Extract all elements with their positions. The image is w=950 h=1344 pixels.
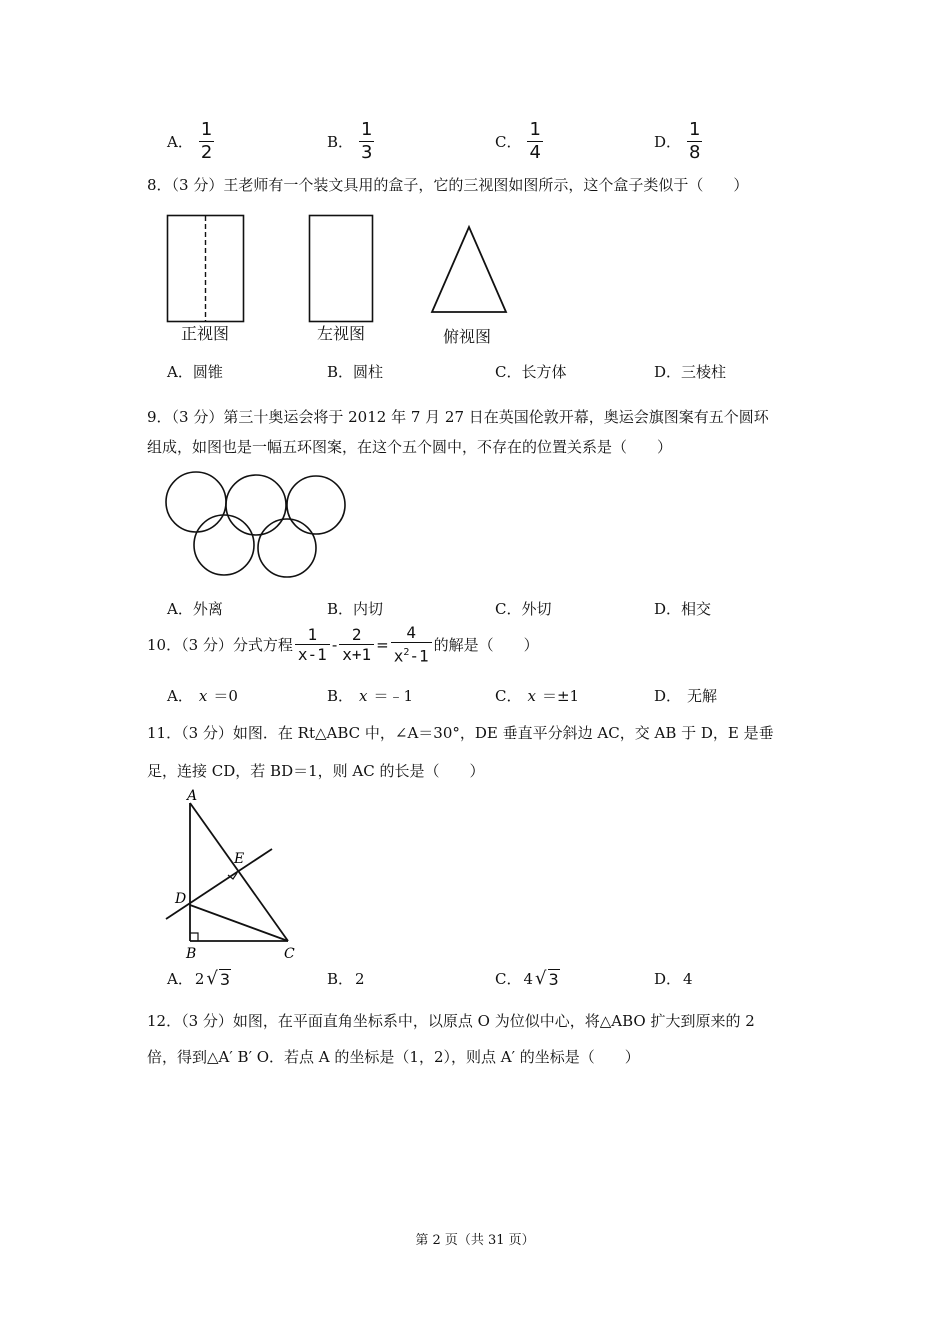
fraction-2: $\frac{2}{x+1}$: [339, 626, 374, 664]
side-view-label: 左视图: [317, 324, 366, 343]
q10-option-d[interactable]: D． 无解: [654, 687, 718, 705]
front-view-label: 正视图: [181, 324, 230, 343]
label-b: B: [186, 946, 197, 962]
q9-option-d[interactable]: D．相交: [654, 600, 712, 618]
q11-stem-line2: 足，连接 CD，若 BD＝1，则 AC 的长是（ ）: [147, 762, 485, 780]
q11-option-c[interactable]: C． 4 √ 3: [495, 968, 559, 989]
q10-option-c[interactable]: C． x ＝±1: [495, 686, 580, 705]
q8-option-d[interactable]: D．三棱柱: [654, 363, 727, 381]
q8-option-b[interactable]: B．圆柱: [327, 363, 384, 381]
fraction: $\frac{1}{4}$: [529, 119, 541, 163]
label-d: D: [175, 891, 187, 907]
q9-stem-line1: 9．（3 分）第三十奥运会将于 2012 年 7 月 27 日在英国伦敦开幕，奥运会旗图案有五个圆环: [147, 408, 769, 426]
segment-ac: [190, 803, 288, 941]
q7-option-d[interactable]: D． $\frac{1}{8}$: [654, 119, 701, 163]
fraction-1: $\frac{1}{x-1}$: [295, 626, 330, 664]
label-a: A: [187, 788, 198, 804]
page-footer: 第 2 页（共 31 页）: [415, 1233, 535, 1248]
q7-option-c[interactable]: C． $\frac{1}{4}$: [495, 119, 541, 163]
q11-option-a[interactable]: A． 2 √ 3: [167, 968, 231, 989]
q9-stem-line2: 组成，如图也是一幅五环图案，在这个五个圆中，不存在的位置关系是（ ）: [147, 438, 673, 456]
label-c: C: [284, 946, 295, 962]
q11-options: [0, 968, 950, 998]
ring: [166, 472, 226, 532]
label-e: E: [234, 851, 245, 867]
line-de: [166, 849, 272, 919]
q7-option-a[interactable]: A． $\frac{1}{2}$: [167, 119, 213, 163]
five-rings-figure: [160, 465, 360, 585]
ring: [287, 476, 345, 534]
q9-option-a[interactable]: A．外离: [167, 600, 223, 618]
side-view-rect: [310, 216, 373, 322]
fraction-3: $\frac{4}{x^2-1}$: [391, 624, 432, 665]
q7-options: [0, 119, 950, 163]
top-view-label: 俯视图: [443, 327, 492, 346]
q10-stem: 10．（3 分）分式方程 $\frac{1}{x-1}$ - $\frac{2}{x+1}$ = $\frac{4}{x^2-1}$ 的解是（ ）: [147, 623, 539, 666]
q10-options: [0, 685, 950, 715]
q12-stem-line2: 倍，得到△A′ B′ O．若点 A 的坐标是（1，2），则点 A′ 的坐标是（ ）: [147, 1048, 640, 1066]
q9-option-b[interactable]: B．内切: [327, 600, 384, 618]
top-view-triangle: [432, 227, 506, 312]
q8-option-a[interactable]: A．圆锥: [167, 363, 223, 381]
fraction: $\frac{1}{3}$: [361, 119, 373, 163]
right-angle-b: [190, 933, 198, 941]
q8-stem: 8．（3 分）王老师有一个装文具用的盒子，它的三视图如图所示，这个盒子类似于（ ）: [147, 176, 749, 194]
ring: [194, 515, 254, 575]
q11-option-b[interactable]: B． 2: [327, 969, 365, 988]
ring: [226, 475, 286, 535]
q8-option-c[interactable]: C．长方体: [495, 363, 567, 381]
q9-option-c[interactable]: C．外切: [495, 600, 552, 618]
q10-option-b[interactable]: B． x ＝﹣1: [327, 686, 414, 705]
q10-option-a[interactable]: A． x ＝0: [167, 686, 238, 705]
q11-option-d[interactable]: D． 4: [654, 969, 693, 988]
q7-option-b[interactable]: B． $\frac{1}{3}$: [327, 119, 373, 163]
q8-options: [0, 361, 950, 391]
q12-stem-line1: 12．（3 分）如图，在平面直角坐标系中，以原点 O 为位似中心，将△ABO 扩大到原来的 2: [147, 1012, 755, 1030]
q11-stem-line1: 11．（3 分）如图．在 Rt△ABC 中，∠A＝30°，DE 垂直平分斜边 AC，交 AB 于 D，E 是垂: [147, 724, 774, 742]
fraction: $\frac{1}{8}$: [689, 119, 701, 163]
triangle-figure: [160, 786, 295, 964]
ring: [258, 519, 316, 577]
segment-dc: [190, 905, 288, 941]
fraction: $\frac{1}{2}$: [200, 119, 213, 163]
